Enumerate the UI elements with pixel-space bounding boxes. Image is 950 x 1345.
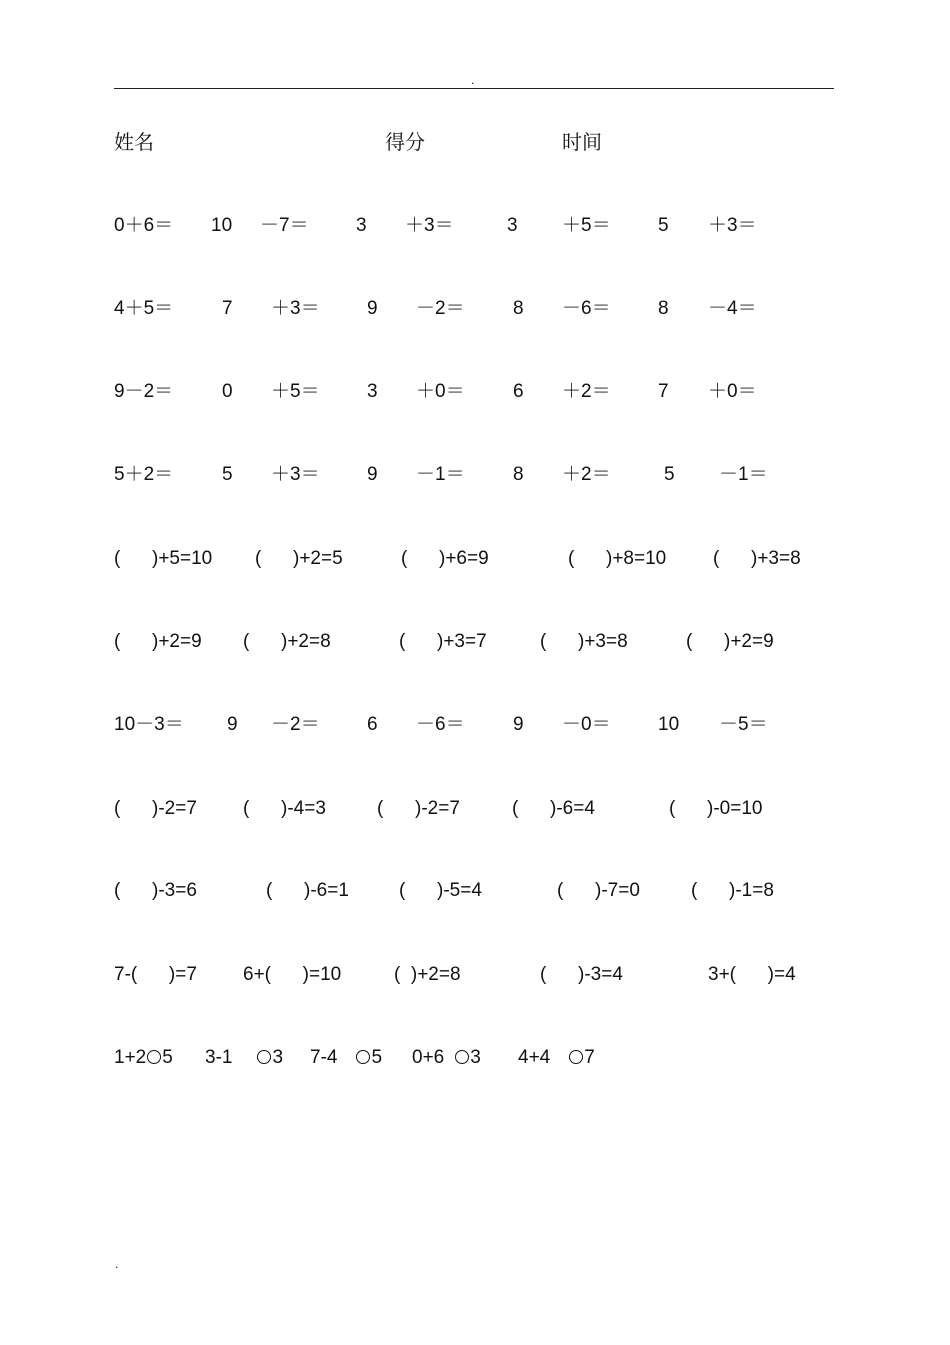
- row10-item3: ( )+2=8: [394, 964, 461, 985]
- row8-item1: ( )-2=7: [114, 798, 197, 819]
- row1-item6: 3: [507, 215, 518, 236]
- row1-item1: 0＋6＝: [114, 215, 174, 236]
- footer-dot: .: [115, 1257, 119, 1271]
- exercise-row-7: [0, 712, 950, 738]
- comparison-3-right: 5: [371, 1047, 383, 1068]
- comparison-1-right: 5: [162, 1047, 173, 1068]
- row6-item4: ( )+3=8: [540, 631, 628, 652]
- row2-item1: 4＋5＝: [114, 298, 174, 319]
- comparison-5-left: 4+4: [518, 1047, 551, 1068]
- exercise-row-9: [0, 878, 950, 904]
- comparison-1: [114, 1045, 173, 1071]
- row10-item2: 6+( )=10: [243, 964, 342, 985]
- row2-item5: －2＝: [416, 298, 465, 319]
- row2-item7: －6＝: [562, 298, 611, 319]
- name-label: 姓名: [114, 130, 154, 154]
- comparison-4: [412, 1045, 481, 1071]
- row8-item3: ( )-2=7: [377, 798, 460, 819]
- row4-item9: －1＝: [719, 464, 768, 485]
- row1-item8: 5: [658, 215, 669, 236]
- row10-item1: 7-( )=7: [114, 964, 197, 985]
- row5-item4: ( )+8=10: [568, 548, 667, 569]
- score-label: 得分: [385, 130, 425, 154]
- row9-item4: ( )-7=0: [557, 880, 640, 901]
- compare-circle-icon[interactable]: [147, 1050, 161, 1064]
- row3-item2: 0: [222, 381, 233, 402]
- row7-item8: 10: [658, 714, 680, 735]
- row7-item2: 9: [227, 714, 238, 735]
- row9-item3: ( )-5=4: [399, 880, 482, 901]
- row5-item5: ( )+3=8: [713, 548, 801, 569]
- comparison-4-right: 3: [470, 1047, 481, 1068]
- row2-item9: －4＝: [708, 298, 757, 319]
- row1-item9: ＋3＝: [708, 215, 757, 236]
- row2-item3: ＋3＝: [271, 298, 320, 319]
- row1-item2: 10: [211, 215, 233, 236]
- row4-item1: 5＋2＝: [114, 464, 174, 485]
- row10-item4: ( )-3=4: [540, 964, 623, 985]
- compare-circle-icon[interactable]: [356, 1050, 370, 1064]
- header-dot: .: [471, 73, 475, 87]
- row7-item1: 10－3＝: [114, 714, 184, 735]
- row10-item5: 3+( )=4: [708, 964, 796, 985]
- row6-item5: ( )+2=9: [686, 631, 774, 652]
- row3-item3: ＋5＝: [271, 381, 320, 402]
- comparison-4-left: 0+6: [412, 1047, 445, 1068]
- row1-item5: ＋3＝: [405, 215, 454, 236]
- row1-item3: －7＝: [260, 215, 309, 236]
- row7-item3: －2＝: [271, 714, 320, 735]
- comparison-3-left: 7-4: [310, 1047, 338, 1068]
- row2-item4: 9: [367, 298, 378, 319]
- comparison-2-left: 3-1: [205, 1047, 233, 1068]
- row9-item2: ( )-6=1: [266, 880, 349, 901]
- comparison-1-left: 1+2: [114, 1047, 147, 1068]
- row8-item4: ( )-6=4: [512, 798, 595, 819]
- row6-item1: ( )+2=9: [114, 631, 202, 652]
- row4-item6: 8: [513, 464, 524, 485]
- row7-item9: －5＝: [719, 714, 768, 735]
- comparison-5-right: 7: [584, 1047, 595, 1068]
- time-label: 时间: [562, 130, 602, 154]
- row4-item2: 5: [222, 464, 233, 485]
- comparison-5: [518, 1045, 595, 1071]
- row4-item3: ＋3＝: [271, 464, 320, 485]
- row4-item5: －1＝: [416, 464, 465, 485]
- exercise-row-8: [0, 796, 950, 822]
- row3-item6: 6: [513, 381, 524, 402]
- row7-item7: －0＝: [562, 714, 611, 735]
- comparison-2-right: 3: [272, 1047, 284, 1068]
- row9-item1: ( )-3=6: [114, 880, 197, 901]
- row1-item4: 3: [356, 215, 367, 236]
- row3-item9: ＋0＝: [708, 381, 757, 402]
- exercise-row-3: [0, 379, 950, 405]
- row1-item7: ＋5＝: [562, 215, 611, 236]
- row3-item5: ＋0＝: [416, 381, 465, 402]
- row5-item1: ( )+5=10: [114, 548, 213, 569]
- row3-item4: 3: [367, 381, 378, 402]
- exercise-row-6: [0, 629, 950, 655]
- row9-item5: ( )-1=8: [691, 880, 774, 901]
- row2-item2: 7: [222, 298, 233, 319]
- row4-item4: 9: [367, 464, 378, 485]
- compare-circle-icon[interactable]: [455, 1050, 469, 1064]
- row3-item1: 9－2＝: [114, 381, 174, 402]
- row7-item5: －6＝: [416, 714, 465, 735]
- row8-item5: ( )-0=10: [669, 798, 763, 819]
- exercise-row-2: [0, 296, 950, 322]
- row5-item3: ( )+6=9: [401, 548, 489, 569]
- row5-item2: ( )+2=5: [255, 548, 343, 569]
- exercise-row-1: [0, 213, 950, 239]
- comparison-row: [0, 1045, 950, 1071]
- header-rule: [114, 88, 834, 89]
- row3-item8: 7: [658, 381, 669, 402]
- comparison-2: [205, 1045, 283, 1071]
- row8-item2: ( )-4=3: [243, 798, 326, 819]
- row2-item8: 8: [658, 298, 669, 319]
- row6-item3: ( )+3=7: [399, 631, 487, 652]
- exercise-row-5: [0, 546, 950, 572]
- comparison-3: [310, 1045, 382, 1071]
- row6-item2: ( )+2=8: [243, 631, 331, 652]
- row2-item6: 8: [513, 298, 524, 319]
- compare-circle-icon[interactable]: [257, 1050, 271, 1064]
- row4-item8: 5: [664, 464, 675, 485]
- row7-item6: 9: [513, 714, 524, 735]
- row4-item7: ＋2＝: [562, 464, 611, 485]
- row7-item4: 6: [367, 714, 378, 735]
- row3-item7: ＋2＝: [562, 381, 611, 402]
- exercise-row-4: [0, 462, 950, 488]
- exercise-row-10: [0, 962, 950, 988]
- compare-circle-icon[interactable]: [569, 1050, 583, 1064]
